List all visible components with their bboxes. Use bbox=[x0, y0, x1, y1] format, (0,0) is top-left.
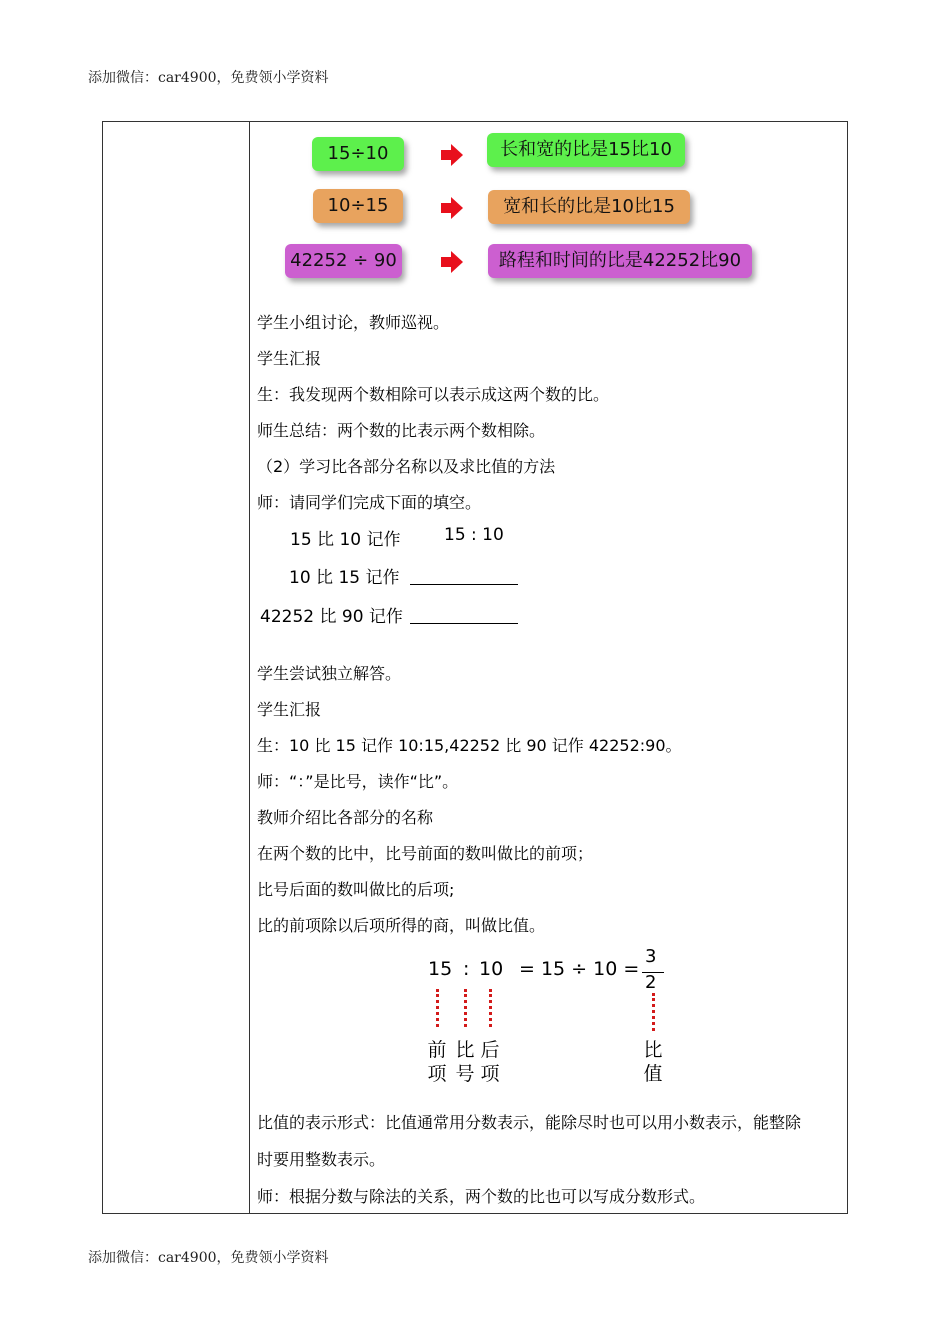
exercise-3-label: 42252 比 90 记作 bbox=[260, 607, 403, 627]
text-line: 师：根据分数与除法的关系，两个数的比也可以写成分数形式。 bbox=[257, 1187, 706, 1206]
text-line: 生：10 比 15 记作 10:15,42252 比 90 记作 42252:90。 bbox=[257, 736, 682, 755]
exercise-3-blank[interactable] bbox=[410, 623, 518, 624]
text-line: 学生汇报 bbox=[257, 700, 322, 719]
text-line: 师生总结：两个数的比表示两个数相除。 bbox=[257, 421, 546, 440]
expr-box-1: 15÷10 bbox=[312, 137, 404, 171]
exercise-1-answer: 15 : 10 bbox=[444, 525, 504, 545]
text-line: 学生汇报 bbox=[257, 349, 322, 368]
text-line: 生：我发现两个数相除可以表示成这两个数的比。 bbox=[257, 385, 610, 404]
fraction-denominator: 2 bbox=[645, 972, 657, 993]
result-box-2: 宽和长的比是10比15 bbox=[488, 190, 690, 224]
column-divider bbox=[249, 122, 250, 1213]
watermark-bottom: 添加微信：car4900，免费领小学资料 bbox=[88, 1250, 329, 1266]
expr-box-3: 42252 ÷ 90 bbox=[285, 244, 402, 278]
text-line: 师：请同学们完成下面的填空。 bbox=[257, 493, 482, 512]
text-line: 师：“：”是比号，读作“比”。 bbox=[257, 772, 459, 791]
label-front-term: 前项 bbox=[427, 1039, 447, 1085]
ratio-equation: = 15 ÷ 10 = bbox=[519, 958, 640, 980]
text-line: 比号后面的数叫做比的后项; bbox=[257, 880, 455, 899]
dotted-connector bbox=[489, 989, 492, 1027]
text-line: 时要用整数表示。 bbox=[257, 1150, 386, 1169]
dotted-connector bbox=[652, 993, 655, 1031]
text-line: 学生尝试独立解答。 bbox=[257, 664, 402, 683]
fraction-numerator: 3 bbox=[645, 946, 657, 967]
exercise-2-blank[interactable] bbox=[410, 584, 518, 585]
exercise-1-label: 15 比 10 记作 bbox=[290, 530, 401, 550]
label-ratio-sign: 比号 bbox=[455, 1039, 475, 1085]
watermark-top: 添加微信：car4900，免费领小学资料 bbox=[88, 70, 329, 86]
ratio-back-term: 10 bbox=[479, 958, 504, 980]
label-ratio-value: 比值 bbox=[643, 1039, 663, 1085]
text-line: 比的前项除以后项所得的商，叫做比值。 bbox=[257, 916, 546, 935]
result-box-3: 路程和时间的比是42252比90 bbox=[488, 244, 752, 278]
ratio-front-term: 15 bbox=[428, 958, 453, 980]
text-line: 在两个数的比中，比号前面的数叫做比的前项； bbox=[257, 844, 594, 863]
text-line: 比值的表示形式：比值通常用分数表示，能除尽时也可以用小数表示，能整除 bbox=[257, 1113, 802, 1132]
label-back-term: 后项 bbox=[480, 1039, 500, 1085]
ratio-colon: : bbox=[463, 958, 470, 980]
dotted-connector bbox=[464, 989, 467, 1027]
result-box-1: 长和宽的比是15比10 bbox=[487, 133, 685, 167]
text-line: 学生小组讨论，教师巡视。 bbox=[257, 313, 450, 332]
section-heading: （2）学习比各部分名称以及求比值的方法 bbox=[257, 457, 556, 476]
text-line: 教师介绍比各部分的名称 bbox=[257, 808, 434, 827]
exercise-2-label: 10 比 15 记作 bbox=[289, 568, 400, 588]
expr-box-2: 10÷15 bbox=[313, 189, 403, 223]
dotted-connector bbox=[436, 989, 439, 1027]
